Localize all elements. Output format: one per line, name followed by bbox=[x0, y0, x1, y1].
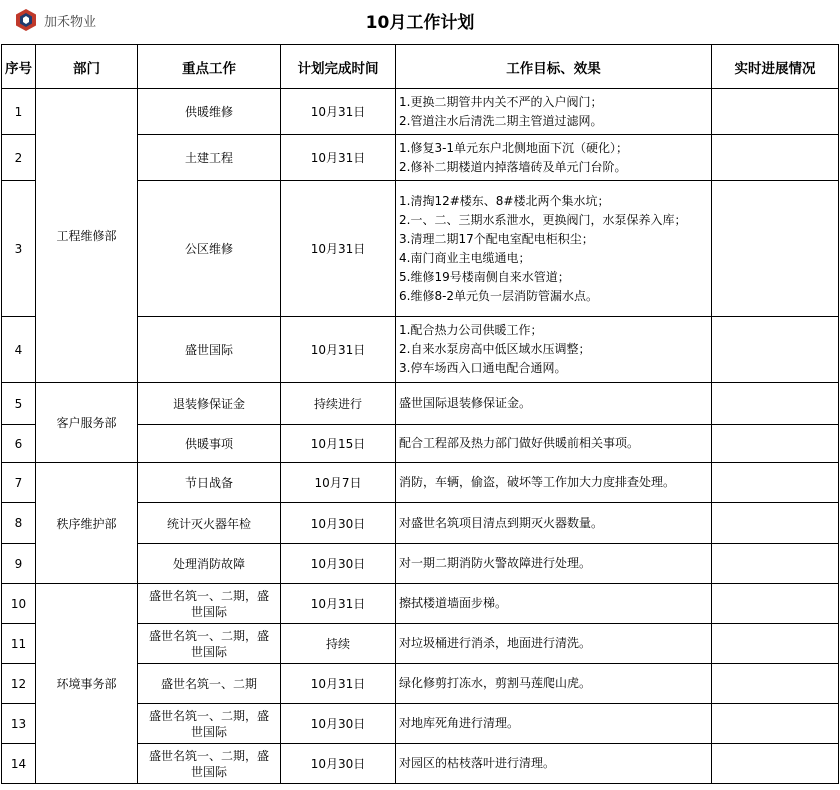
goal-line: 对盛世名筑项目清点到期灭火器数量。 bbox=[399, 515, 604, 530]
row-number: 10 bbox=[2, 584, 36, 624]
goals-cell bbox=[396, 89, 712, 135]
page-title: 10月工作计划 bbox=[365, 13, 475, 33]
row-number: 8 bbox=[2, 503, 36, 544]
goal-line: 消防，车辆，偷盗，破坏等工作加大力度排查处理。 bbox=[399, 475, 676, 489]
goal-line: 5.维修19号楼南侧自来水管道； bbox=[399, 269, 570, 284]
work-item: 处理消防故障 bbox=[172, 557, 245, 571]
department-cell: 客户服务部 bbox=[36, 383, 138, 463]
work-item: 统计灭火器年检 bbox=[166, 516, 251, 531]
goal-line: 对一期二期消防火警故障进行处理。 bbox=[399, 556, 592, 570]
progress-cell[interactable] bbox=[712, 503, 839, 544]
due-date: 10月15日 bbox=[281, 425, 396, 463]
table-row bbox=[2, 584, 839, 624]
row-number: 3 bbox=[2, 181, 36, 317]
department-cell: 秩序维护部 bbox=[36, 463, 138, 584]
work-item: 供暖维修 bbox=[184, 105, 233, 119]
progress-cell[interactable] bbox=[712, 425, 839, 463]
progress-cell[interactable] bbox=[712, 89, 839, 135]
goals-cell bbox=[396, 383, 712, 425]
col-header-progress: 实时进展情况 bbox=[712, 45, 839, 89]
progress-cell[interactable] bbox=[712, 624, 839, 664]
progress-cell[interactable] bbox=[712, 463, 839, 503]
goals-cell bbox=[396, 425, 712, 463]
row-number: 9 bbox=[2, 544, 36, 584]
row-number: 11 bbox=[2, 624, 36, 664]
goal-line: 擦拭楼道墙面步梯。 bbox=[399, 596, 508, 610]
due-date: 持续 bbox=[281, 624, 396, 664]
row-number: 7 bbox=[2, 463, 36, 503]
goal-line: 2.自来水泵房高中低区域水压调整； bbox=[399, 342, 591, 356]
table-row bbox=[2, 89, 839, 135]
work-item: 盛世名筑一、二期，盛世国际 bbox=[148, 628, 269, 659]
goals-cell bbox=[396, 317, 712, 383]
goal-line: 4.南门商业主电缆通电； bbox=[399, 250, 531, 265]
progress-cell[interactable] bbox=[712, 744, 839, 784]
row-number: 6 bbox=[2, 425, 36, 463]
work-item: 盛世名筑一、二期，盛世国际 bbox=[148, 588, 269, 619]
progress-cell[interactable] bbox=[712, 704, 839, 744]
goal-line: 1.更换二期管井内关不严的入户阀门； bbox=[399, 94, 603, 109]
due-date: 10月7日 bbox=[281, 463, 396, 503]
table-row bbox=[2, 383, 839, 425]
header bbox=[0, 0, 840, 44]
table-row bbox=[2, 463, 839, 503]
work-plan-table bbox=[1, 44, 839, 784]
goals-cell bbox=[396, 704, 712, 744]
progress-cell[interactable] bbox=[712, 664, 839, 704]
due-date: 10月31日 bbox=[281, 89, 396, 135]
col-header-goals: 工作目标、效果 bbox=[396, 45, 712, 89]
due-date: 10月30日 bbox=[281, 744, 396, 784]
due-date: 10月31日 bbox=[281, 135, 396, 181]
goals-cell bbox=[396, 744, 712, 784]
progress-cell[interactable] bbox=[712, 181, 839, 317]
work-item: 供暖事项 bbox=[184, 437, 233, 451]
goal-line: 2.管道注水后清洗二期主管道过滤网。 bbox=[399, 113, 603, 128]
goals-cell bbox=[396, 135, 712, 181]
goals-cell bbox=[396, 584, 712, 624]
department-cell: 环境事务部 bbox=[36, 584, 138, 784]
goal-line: 2.修补二期楼道内掉落墙砖及单元门台阶。 bbox=[399, 159, 627, 174]
work-item: 节日战备 bbox=[184, 476, 233, 490]
goal-line: 1.修复3-1单元东户北侧地面下沉（硬化）； bbox=[399, 140, 629, 155]
due-date: 10月30日 bbox=[281, 503, 396, 544]
goals-cell bbox=[396, 624, 712, 664]
row-number: 13 bbox=[2, 704, 36, 744]
table-header-row bbox=[2, 45, 839, 89]
work-item: 盛世名筑一、二期 bbox=[160, 677, 257, 691]
goal-line: 对园区的枯枝落叶进行清理。 bbox=[399, 756, 556, 770]
goal-line: 1.清掏12#楼东、8#楼北两个集水坑； bbox=[399, 193, 610, 208]
row-number: 1 bbox=[2, 89, 36, 135]
work-item: 退装修保证金 bbox=[172, 397, 245, 411]
col-header-work: 重点工作 bbox=[138, 45, 281, 89]
col-header-dept: 部门 bbox=[36, 45, 138, 89]
work-item: 盛世国际 bbox=[184, 343, 233, 357]
col-header-no: 序号 bbox=[2, 45, 36, 89]
work-item: 盛世名筑一、二期，盛世国际 bbox=[148, 708, 269, 739]
goals-cell bbox=[396, 544, 712, 584]
goal-line: 绿化修剪打冻水，剪割马莲爬山虎。 bbox=[399, 676, 592, 690]
due-date: 10月31日 bbox=[281, 181, 396, 317]
work-item: 土建工程 bbox=[184, 151, 233, 165]
progress-cell[interactable] bbox=[712, 383, 839, 425]
progress-cell[interactable] bbox=[712, 544, 839, 584]
due-date: 10月31日 bbox=[281, 317, 396, 383]
goal-line: 2.一、二、三期水系泄水，更换阀门，水泵保养入库； bbox=[399, 212, 687, 227]
progress-cell[interactable] bbox=[712, 135, 839, 181]
due-date: 10月30日 bbox=[281, 704, 396, 744]
row-number: 2 bbox=[2, 135, 36, 181]
goal-line: 3.停车场西入口通电配合通网。 bbox=[399, 361, 567, 375]
department-cell: 工程维修部 bbox=[36, 89, 138, 383]
goal-line: 盛世国际退装修保证金。 bbox=[399, 396, 532, 410]
goals-cell bbox=[396, 181, 712, 317]
work-item: 盛世名筑一、二期，盛世国际 bbox=[148, 748, 269, 779]
goals-cell bbox=[396, 664, 712, 704]
row-number: 5 bbox=[2, 383, 36, 425]
due-date: 10月30日 bbox=[281, 544, 396, 584]
progress-cell[interactable] bbox=[712, 317, 839, 383]
row-number: 14 bbox=[2, 744, 36, 784]
goal-line: 1.配合热力公司供暖工作； bbox=[399, 323, 543, 337]
goals-cell bbox=[396, 463, 712, 503]
due-date: 10月31日 bbox=[281, 664, 396, 704]
row-number: 4 bbox=[2, 317, 36, 383]
goal-line: 3.清理二期17个配电室配电柜积尘； bbox=[399, 231, 594, 246]
goal-line: 配合工程部及热力部门做好供暖前相关事项。 bbox=[399, 436, 640, 450]
progress-cell[interactable] bbox=[712, 584, 839, 624]
due-date: 持续进行 bbox=[281, 383, 396, 425]
goal-line: 对垃圾桶进行消杀，地面进行清洗。 bbox=[399, 636, 592, 650]
goal-line: 对地库死角进行清理。 bbox=[399, 716, 520, 730]
work-item: 公区维修 bbox=[184, 242, 233, 256]
due-date: 10月31日 bbox=[281, 584, 396, 624]
logo-text: 加禾物业 bbox=[44, 14, 97, 30]
row-number: 12 bbox=[2, 664, 36, 704]
goals-cell bbox=[396, 503, 712, 544]
col-header-time: 计划完成时间 bbox=[281, 45, 396, 89]
goal-line: 6.维修8-2单元负一层消防管漏水点。 bbox=[399, 288, 599, 303]
